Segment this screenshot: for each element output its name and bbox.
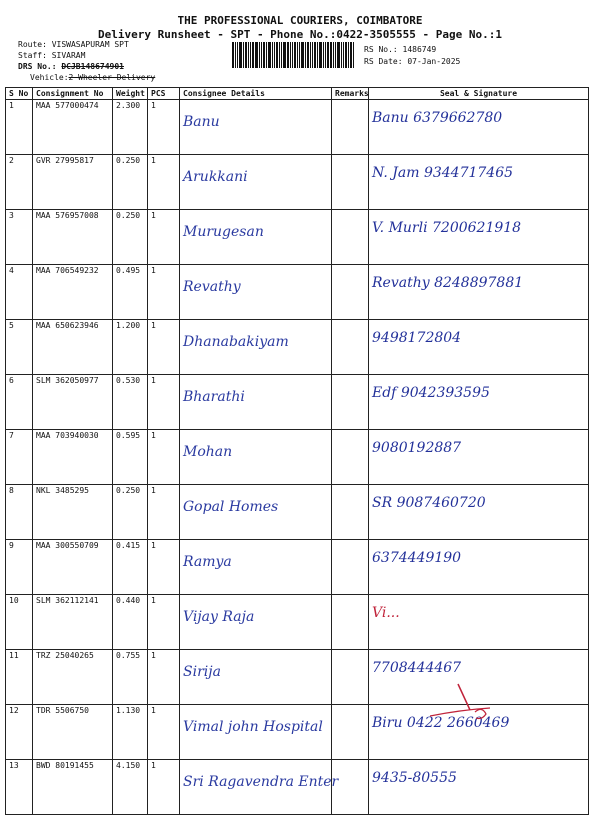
weight-cell: 0.530 <box>113 375 148 430</box>
consignment-cell: MAA 576957008 <box>33 210 113 265</box>
barcode-bar <box>348 42 349 68</box>
pcs-cell: 1 <box>148 210 180 265</box>
signature-cell: Revathy 8248897881 <box>369 265 589 320</box>
signature-cell: 9080192887 <box>369 430 589 485</box>
signature-cell: 6374449190 <box>369 540 589 595</box>
barcode-bar <box>319 42 322 68</box>
signature-cell: N. Jam 9344717465 <box>369 155 589 210</box>
table-row <box>6 760 589 815</box>
sno-cell: 7 <box>6 430 33 485</box>
remarks-cell <box>332 100 369 155</box>
header-pcs: PCS <box>148 88 180 100</box>
barcode-bar <box>310 42 311 68</box>
pcs-cell: 1 <box>148 650 180 705</box>
sno-cell: 13 <box>6 760 33 815</box>
weight-cell: 1.200 <box>113 320 148 375</box>
pcs-cell: 1 <box>148 485 180 540</box>
table-row <box>6 595 589 650</box>
barcode-bar <box>333 42 334 68</box>
barcode-bar <box>350 42 352 68</box>
pcs-cell: 1 <box>148 155 180 210</box>
sno-cell: 1 <box>6 100 33 155</box>
consignment-cell: MAA 300550709 <box>33 540 113 595</box>
table-row <box>6 210 589 265</box>
sno-cell: 10 <box>6 595 33 650</box>
consignment-cell: GVR 27995817 <box>33 155 113 210</box>
barcode-bar <box>266 42 267 68</box>
weight-cell: 0.250 <box>113 155 148 210</box>
consignee-cell: Vijay Raja <box>180 595 332 650</box>
consignee-cell: Vimal john Hospital <box>180 705 332 760</box>
barcode-bar <box>294 42 296 68</box>
consignee-cell: Dhanabakiyam <box>180 320 332 375</box>
pcs-cell: 1 <box>148 595 180 650</box>
consignee-cell: Gopal Homes <box>180 485 332 540</box>
vehicle-value: 2 Wheeler Delivery <box>68 73 156 82</box>
barcode-bar <box>292 42 293 68</box>
barcode-bar <box>276 42 278 68</box>
sno-cell: 12 <box>6 705 33 760</box>
drs-value: DCJB148674901 <box>61 62 124 71</box>
remarks-cell <box>332 540 369 595</box>
consignee-cell: Mohan <box>180 430 332 485</box>
signature-cell: 9435-80555 <box>369 760 589 815</box>
barcode-bar <box>341 42 342 68</box>
consignment-cell: BWD 80191455 <box>33 760 113 815</box>
rs-date: RS Date: 07-Jan-2025 <box>364 57 461 66</box>
rs-number: RS No.: 1486749 <box>364 45 437 54</box>
sno-cell: 9 <box>6 540 33 595</box>
barcode-bar <box>343 42 344 68</box>
consignment-cell: MAA 650623946 <box>33 320 113 375</box>
signature-cell: Vi... <box>369 595 589 650</box>
barcode-bar <box>281 42 282 68</box>
table-row <box>6 320 589 375</box>
barcode-bar <box>243 42 244 68</box>
barcode-bar <box>263 42 265 68</box>
remarks-cell <box>332 705 369 760</box>
consignment-cell: MAA 706549232 <box>33 265 113 320</box>
consignment-cell: MAA 577000474 <box>33 100 113 155</box>
barcode-bar <box>283 42 286 68</box>
pcs-cell: 1 <box>148 760 180 815</box>
consignee-cell: Banu <box>180 100 332 155</box>
consignee-cell: Murugesan <box>180 210 332 265</box>
barcode-bar <box>232 42 234 68</box>
consignee-cell: Bharathi <box>180 375 332 430</box>
header-sno: S No <box>6 88 33 100</box>
barcode-bar <box>272 42 273 68</box>
table-row <box>6 430 589 485</box>
barcode-bar <box>250 42 251 68</box>
signature-cell: Banu 6379662780 <box>369 100 589 155</box>
header-signature: Seal & Signature <box>369 88 589 100</box>
weight-cell: 0.440 <box>113 595 148 650</box>
signature-cell: V. Murli 7200621918 <box>369 210 589 265</box>
barcode-bar <box>274 42 275 68</box>
company-title: THE PROFESSIONAL COURIERS, COIMBATORE <box>177 14 423 27</box>
barcode-bar <box>252 42 254 68</box>
barcode-bar <box>307 42 309 68</box>
drs-number <box>18 62 124 72</box>
weight-cell: 0.755 <box>113 650 148 705</box>
table-row <box>6 485 589 540</box>
barcode-bar <box>287 42 289 68</box>
barcode-bar <box>330 42 332 68</box>
weight-cell: 2.300 <box>113 100 148 155</box>
consignment-cell: TRZ 25040265 <box>33 650 113 705</box>
route-text: Route: VISWASAPURAM SPT <box>18 40 129 49</box>
red-ink-mark <box>430 680 520 725</box>
consignee-cell: Arukkani <box>180 155 332 210</box>
weight-cell: 0.595 <box>113 430 148 485</box>
pcs-cell: 1 <box>148 265 180 320</box>
barcode-bar <box>239 42 242 68</box>
consignee-cell: Revathy <box>180 265 332 320</box>
header-remarks: Remarks <box>332 88 369 100</box>
header-consignee: Consignee Details <box>180 88 332 100</box>
remarks-cell <box>332 375 369 430</box>
consignee-cell: Sri Ragavendra Enter <box>180 760 332 815</box>
barcode-bar <box>235 42 236 68</box>
barcode-bar <box>312 42 313 68</box>
header-consignment: Consignment No <box>33 88 113 100</box>
remarks-cell <box>332 430 369 485</box>
sno-cell: 2 <box>6 155 33 210</box>
remarks-cell <box>332 320 369 375</box>
consignment-cell: NKL 3485295 <box>33 485 113 540</box>
pcs-cell: 1 <box>148 705 180 760</box>
barcode-bar <box>353 42 354 68</box>
remarks-cell <box>332 650 369 705</box>
barcode-bar <box>305 42 306 68</box>
sno-cell: 11 <box>6 650 33 705</box>
barcode-bar <box>335 42 336 68</box>
pcs-cell: 1 <box>148 430 180 485</box>
barcode-bar <box>261 42 262 68</box>
weight-cell: 0.415 <box>113 540 148 595</box>
consignment-cell: TDR 5506750 <box>33 705 113 760</box>
weight-cell: 0.250 <box>113 485 148 540</box>
sno-cell: 3 <box>6 210 33 265</box>
sno-cell: 5 <box>6 320 33 375</box>
signature-cell: Biru 0422 2660469 <box>369 705 589 760</box>
pcs-cell: 1 <box>148 375 180 430</box>
barcode-bar <box>317 42 318 68</box>
barcode-bar <box>323 42 324 68</box>
pcs-cell: 1 <box>148 100 180 155</box>
sno-cell: 8 <box>6 485 33 540</box>
barcode-bar <box>245 42 247 68</box>
weight-cell: 0.495 <box>113 265 148 320</box>
sno-cell: 6 <box>6 375 33 430</box>
consignment-cell: SLM 362050977 <box>33 375 113 430</box>
barcode-bar <box>297 42 298 68</box>
table-header-row <box>6 88 589 100</box>
signature-cell: SR 9087460720 <box>369 485 589 540</box>
barcode-bar <box>325 42 326 68</box>
table-row <box>6 375 589 430</box>
barcode-bar <box>327 42 329 68</box>
signature-cell: 9498172804 <box>369 320 589 375</box>
remarks-cell <box>332 485 369 540</box>
vehicle-label: Vehicle: <box>30 73 69 82</box>
barcode-bar <box>299 42 300 68</box>
pcs-cell: 1 <box>148 320 180 375</box>
weight-cell: 0.250 <box>113 210 148 265</box>
consignment-cell: SLM 362112141 <box>33 595 113 650</box>
barcode-bar <box>237 42 238 68</box>
remarks-cell <box>332 265 369 320</box>
signature-cell: Edf 9042393595 <box>369 375 589 430</box>
table-row <box>6 100 589 155</box>
remarks-cell <box>332 155 369 210</box>
vehicle-text <box>30 73 155 83</box>
remarks-cell <box>332 595 369 650</box>
staff-text: Staff: SIVARAM <box>18 51 86 60</box>
runsheet-subtitle: Delivery Runsheet - SPT - Phone No.:0422-3505555 - Page No.:1 <box>98 28 502 41</box>
table-row <box>6 540 589 595</box>
consignee-cell: Ramya <box>180 540 332 595</box>
barcode-bar <box>337 42 340 68</box>
barcode-bar <box>248 42 249 68</box>
barcode-bar <box>268 42 271 68</box>
consignment-cell: MAA 703940030 <box>33 430 113 485</box>
pcs-cell: 1 <box>148 540 180 595</box>
barcode-bar <box>279 42 280 68</box>
table-row <box>6 155 589 210</box>
barcode-bar <box>301 42 304 68</box>
barcode-bar <box>259 42 260 68</box>
barcode-bar <box>345 42 347 68</box>
drs-label: DRS No.: <box>18 62 62 71</box>
barcode-bar <box>290 42 291 68</box>
header-weight: Weight <box>113 88 148 100</box>
barcode <box>232 42 356 68</box>
barcode-bar <box>255 42 258 68</box>
signature-cell: 7708444467 <box>369 650 589 705</box>
sno-cell: 4 <box>6 265 33 320</box>
barcode-bar <box>314 42 316 68</box>
table-row <box>6 265 589 320</box>
consignee-cell: Sirija <box>180 650 332 705</box>
weight-cell: 1.130 <box>113 705 148 760</box>
weight-cell: 4.150 <box>113 760 148 815</box>
remarks-cell <box>332 210 369 265</box>
